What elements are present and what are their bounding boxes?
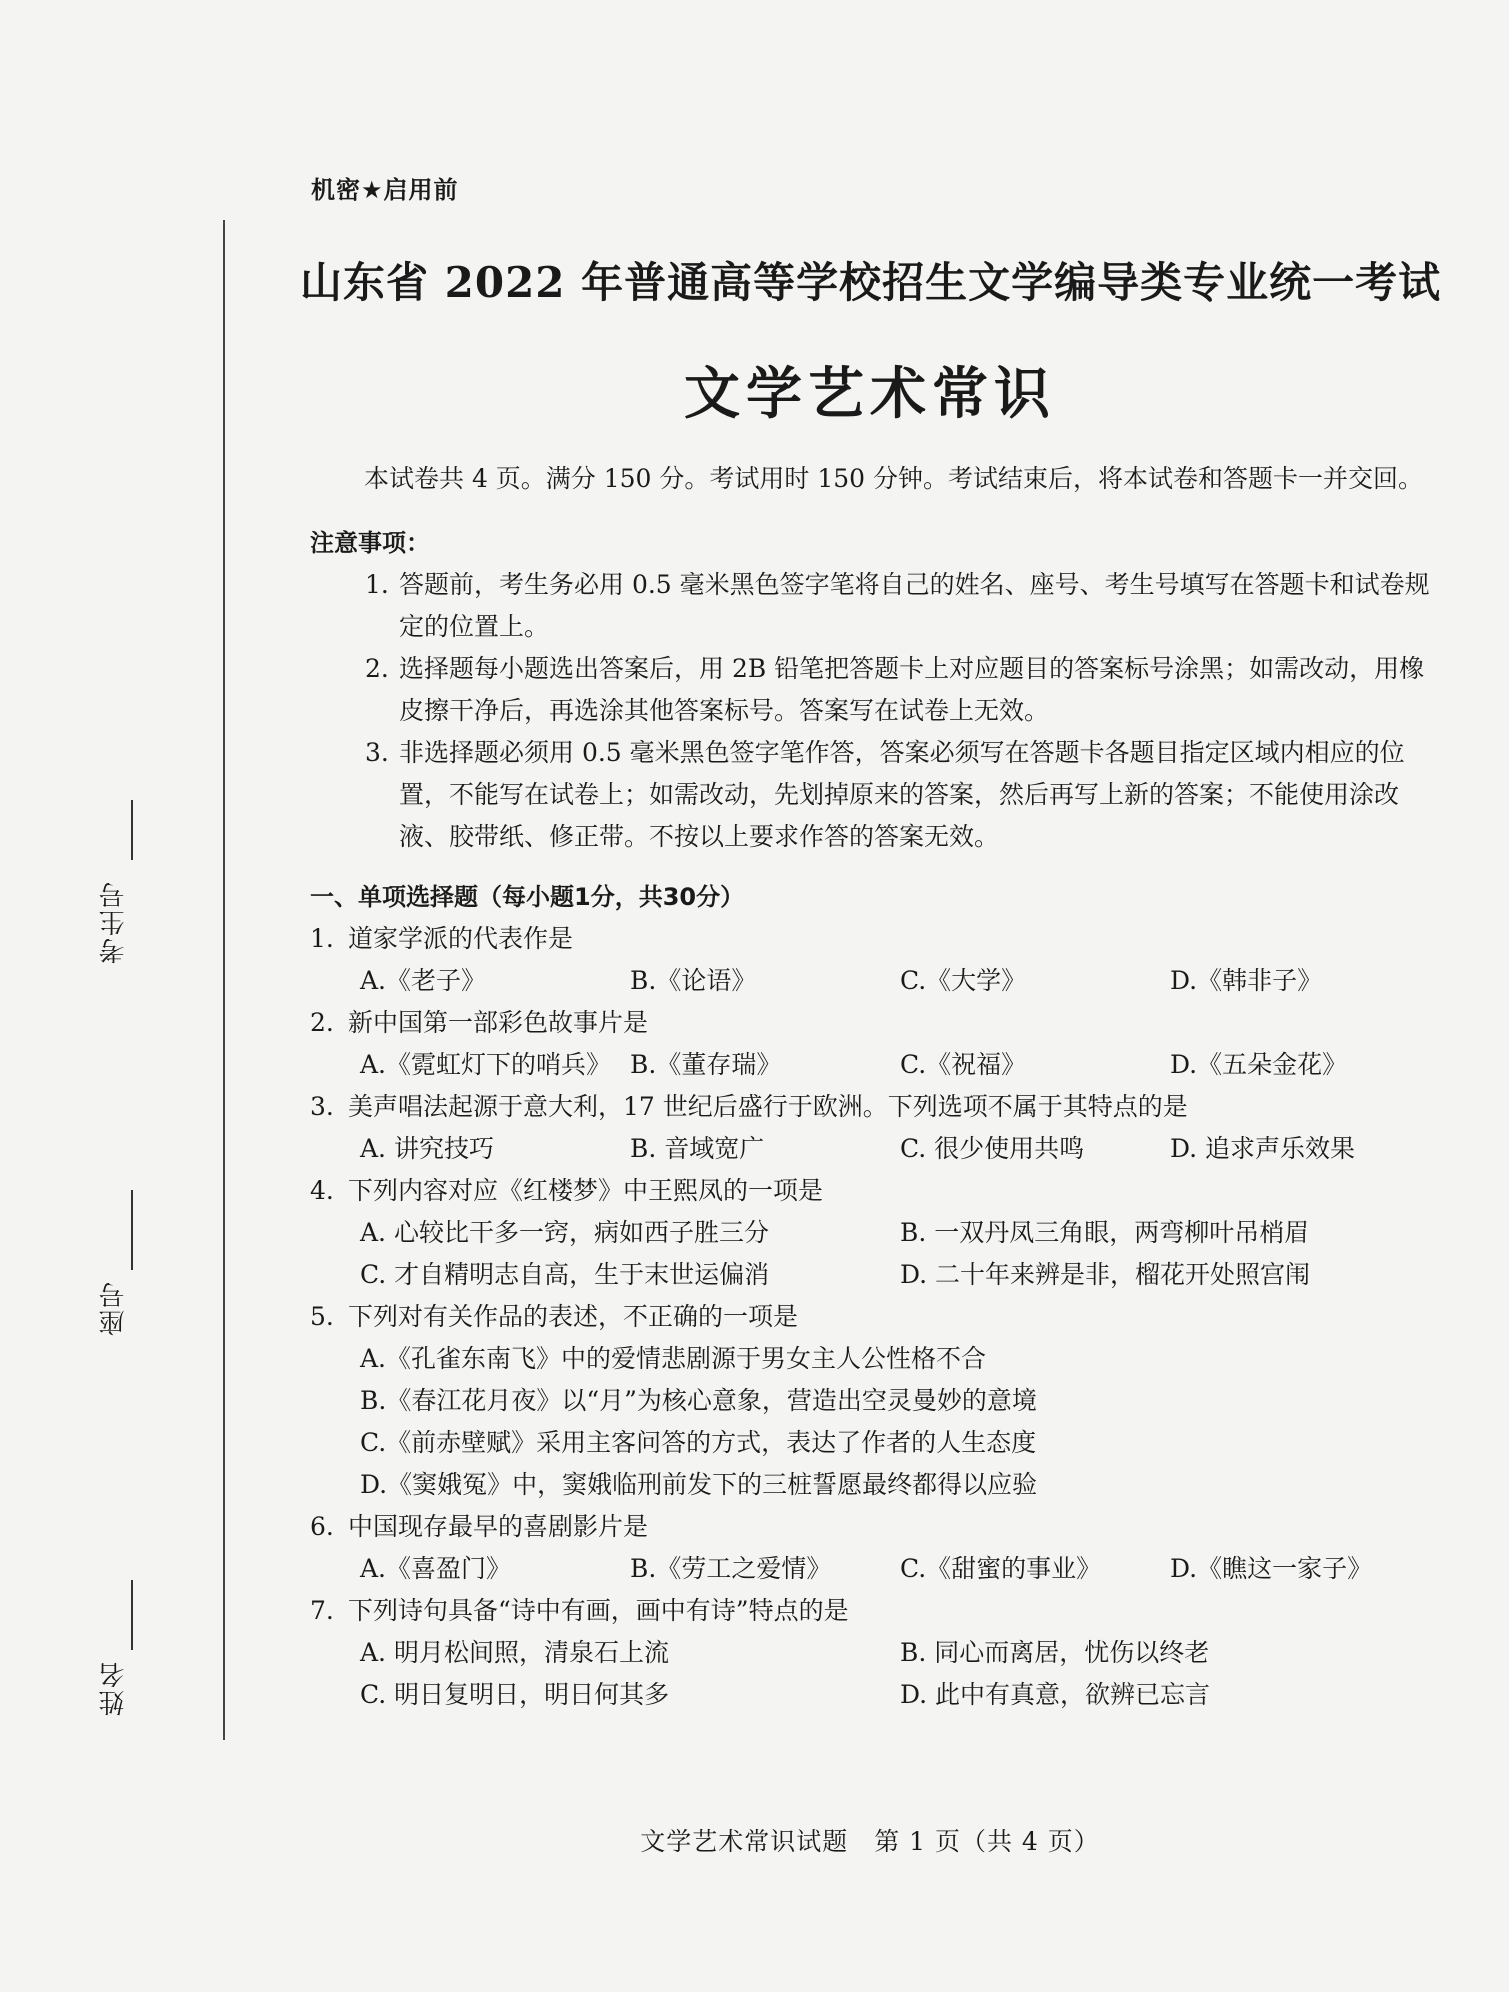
section-heading: 一、单项选择题（每小题1分，共30分）	[310, 883, 745, 911]
option-b: B.《董存瑞》	[630, 1050, 782, 1079]
exam-title: 山东省 2022 年普通高等学校招生文学编导类专业统一考试	[300, 258, 1442, 307]
candidate-no-field	[95, 800, 155, 1140]
exam-intro: 本试卷共 4 页。满分 150 分。考试用时 150 分钟。考试结束后，将本试卷和答题卡一并交回。	[364, 464, 1424, 493]
option-d: D.《窦娥冤》中，窦娥临刑前发下的三桩誓愿最终都得以应验	[360, 1470, 1038, 1499]
exam-content	[310, 458, 1440, 1716]
question-text: 下列诗句具备“诗中有画，画中有诗”特点的是	[348, 1596, 849, 1625]
question-number: 1.	[310, 924, 334, 953]
option-a: A. 心较比干多一窍，病如西子胜三分	[360, 1218, 769, 1247]
notice-text: 选择题每小题选出答案后，用 2B 铅笔把答题卡上对应题目的答案标号涂黑；如需改动，用橡皮擦干净后，再选涂其他答案标号。答案写在试卷上无效。	[399, 654, 1425, 725]
notice-item	[365, 564, 1440, 648]
option-row	[360, 1128, 1440, 1170]
notice-number: 2.	[365, 654, 389, 683]
option-a: A.《孔雀东南飞》中的爱情悲剧源于男女主人公性格不合	[360, 1344, 987, 1373]
question-stem	[310, 918, 1440, 960]
question-number: 3.	[310, 1092, 334, 1121]
option-d: D.《瞧这一家子》	[1170, 1554, 1373, 1583]
question-text: 中国现存最早的喜剧影片是	[348, 1512, 649, 1541]
option-row	[360, 1548, 1440, 1590]
option-d: D. 此中有真意，欲辨已忘言	[900, 1680, 1211, 1709]
name-label: 姓名	[99, 1660, 129, 1716]
option-row	[360, 1674, 1440, 1716]
question-stem	[310, 1506, 1440, 1548]
notice-number: 3.	[365, 738, 389, 767]
name-blank	[131, 1580, 133, 1650]
option-d: D.《韩非子》	[1170, 966, 1323, 995]
notice-text: 答题前，考生务必用 0.5 毫米黑色签字笔将自己的姓名、座号、考生号填写在答题卡和试卷规定的位置上。	[399, 570, 1430, 641]
question-text: 新中国第一部彩色故事片是	[348, 1008, 649, 1037]
question-stem	[310, 1086, 1440, 1128]
option-b: B. 一双丹凤三角眼，两弯柳叶吊梢眉	[900, 1218, 1310, 1247]
option-a: A.《老子》	[360, 966, 487, 995]
question-number: 6.	[310, 1512, 334, 1541]
seat-no-label: 座号	[99, 1280, 129, 1336]
question-4	[310, 1170, 1440, 1296]
option-c: C. 明日复明日，明日何其多	[360, 1680, 670, 1709]
confidential-mark: 机密★启用前	[311, 176, 459, 204]
question-stem	[310, 1590, 1440, 1632]
question-text: 下列对有关作品的表述，不正确的一项是	[348, 1302, 799, 1331]
option-b: B. 音域宽广	[630, 1134, 765, 1163]
option-d: D.《五朵金花》	[1170, 1050, 1348, 1079]
seat-no-blank	[131, 1190, 133, 1270]
option-a: A.《喜盈门》	[360, 1554, 512, 1583]
notice-item	[365, 732, 1440, 858]
option-b: B.《劳工之爱情》	[630, 1554, 832, 1583]
option-row	[360, 1632, 1440, 1674]
question-6	[310, 1506, 1440, 1590]
notice-number: 1.	[365, 570, 389, 599]
question-number: 2.	[310, 1008, 334, 1037]
option-b: B.《论语》	[630, 966, 757, 995]
exam-subtitle: 文学艺术常识	[684, 361, 1056, 427]
question-text: 下列内容对应《红楼梦》中王熙凤的一项是	[348, 1176, 824, 1205]
option-row	[360, 1044, 1440, 1086]
question-stem	[310, 1170, 1440, 1212]
notice-item	[365, 648, 1440, 732]
question-2	[310, 1002, 1440, 1086]
option-row	[360, 960, 1440, 1002]
option-row	[360, 1212, 1440, 1254]
option-column	[310, 1338, 1440, 1506]
option-b: B. 同心而离居，忧伤以终老	[900, 1638, 1210, 1667]
notice-text: 非选择题必须用 0.5 毫米黑色签字笔作答，答案必须写在答题卡各题目指定区域内相应的位置，不能写在试卷上；如需改动，先划掉原来的答案，然后再写上新的答案；不能使用涂改液、胶带纸、修正带。不按以上要求作答的答案无效。	[399, 738, 1405, 851]
page-footer: 文学艺术常识试题 第 1 页（共 4 页）	[640, 1827, 1100, 1856]
question-number: 7.	[310, 1596, 334, 1625]
option-d: D. 追求声乐效果	[1170, 1134, 1356, 1163]
question-number: 4.	[310, 1176, 334, 1205]
question-1	[310, 918, 1440, 1002]
notice-heading: 注意事项：	[310, 529, 430, 557]
option-a: A. 讲究技巧	[360, 1134, 494, 1163]
option-c: C. 才自精明志自高，生于末世运偏消	[360, 1260, 770, 1289]
option-c: C.《甜蜜的事业》	[900, 1554, 1102, 1583]
option-b: B.《春江花月夜》以“月”为核心意象，营造出空灵曼妙的意境	[360, 1386, 1037, 1415]
question-7	[310, 1590, 1440, 1716]
question-3	[310, 1086, 1440, 1170]
candidate-no-label: 考生号	[99, 880, 129, 964]
option-a: A. 明月松间照，清泉石上流	[360, 1638, 669, 1667]
question-stem	[310, 1002, 1440, 1044]
option-d: D. 二十年来辨是非，榴花开处照宫闱	[900, 1260, 1311, 1289]
question-text: 美声唱法起源于意大利，17 世纪后盛行于欧洲。下列选项不属于其特点的是	[348, 1092, 1188, 1121]
question-text: 道家学派的代表作是	[348, 924, 574, 953]
option-c: C.《祝福》	[900, 1050, 1027, 1079]
seat-no-field	[95, 1190, 155, 1450]
option-c: C.《大学》	[900, 966, 1027, 995]
question-5	[310, 1296, 1440, 1506]
option-c: C. 很少使用共鸣	[900, 1134, 1085, 1163]
option-row	[360, 1254, 1440, 1296]
candidate-no-blank	[131, 800, 133, 860]
question-number: 5.	[310, 1302, 334, 1331]
binding-line	[223, 220, 225, 1740]
question-stem	[310, 1296, 1440, 1338]
option-a: A.《霓虹灯下的哨兵》	[360, 1050, 612, 1079]
name-field	[95, 1580, 155, 1740]
option-c: C.《前赤壁赋》采用主客问答的方式，表达了作者的人生态度	[360, 1428, 1037, 1457]
